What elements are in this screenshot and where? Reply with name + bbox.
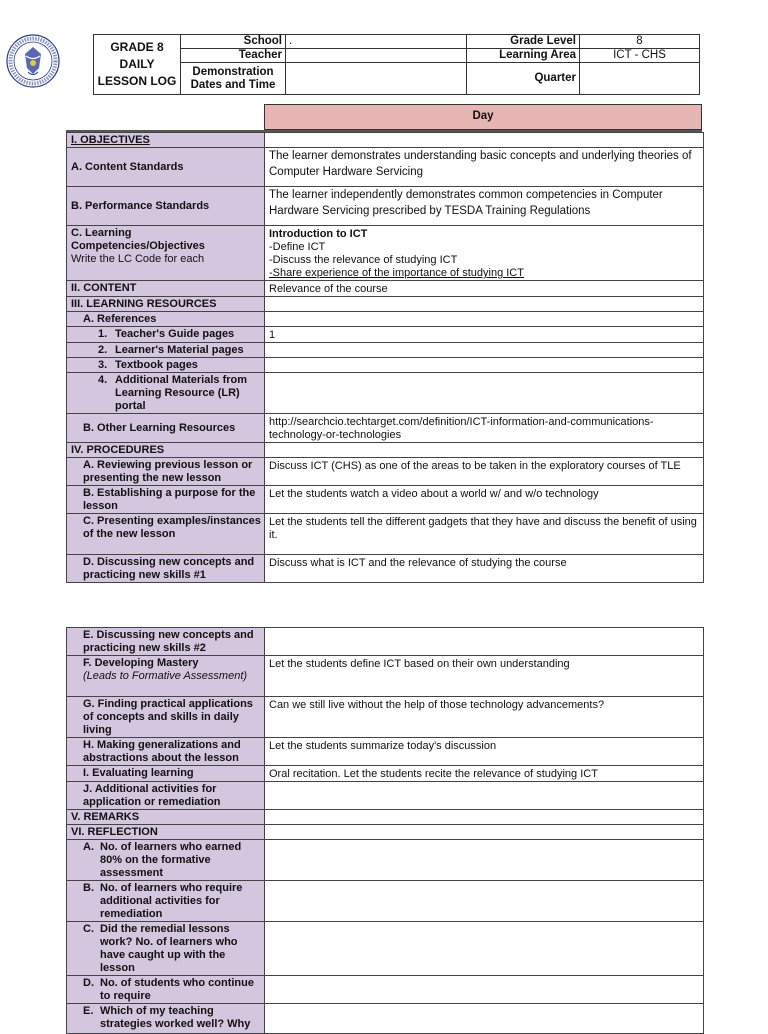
procedure-i-label: I. Evaluating learning bbox=[67, 766, 265, 782]
reference-item-4-value bbox=[265, 373, 704, 414]
day-header: Day bbox=[264, 104, 702, 130]
grade-level-value: 8 bbox=[580, 35, 700, 49]
reference-item-1-value: 1 bbox=[265, 327, 704, 343]
procedure-f-label bbox=[67, 656, 265, 697]
procedure-f-subtitle: (Leads to Formative Assessment) bbox=[83, 670, 248, 682]
title-line-3: LESSON LOG bbox=[97, 74, 177, 88]
competencies-label-line-3: Write the LC Code for each bbox=[71, 253, 205, 265]
empty-cell bbox=[265, 312, 704, 327]
reference-item-1: 1. Teacher's Guide pages bbox=[67, 327, 265, 343]
procedure-g-value: Can we still live without the help of those technology advancements? bbox=[265, 697, 704, 738]
reflection-item-a-value bbox=[265, 840, 704, 881]
procedure-h-label: H. Making generalizations and abstractions about the lesson bbox=[67, 738, 265, 766]
deped-seal-logo bbox=[6, 34, 60, 88]
procedure-c-value: Let the students tell the different gadgets that they have and discuss the benefit of using it. bbox=[265, 514, 704, 555]
demonstration-label bbox=[181, 63, 286, 95]
reflection-item-d-value bbox=[265, 976, 704, 1004]
competency-item: -Define ICT bbox=[269, 241, 326, 253]
demonstration-label-line-2: Dates and Time bbox=[190, 78, 276, 91]
empty-cell bbox=[265, 825, 704, 840]
procedure-i-value: Oral recitation. Let the students recite the relevance of studying ICT bbox=[265, 766, 704, 782]
quarter-label: Quarter bbox=[467, 63, 580, 95]
content-value: Relevance of the course bbox=[265, 281, 704, 297]
procedure-d-label: D. Discussing new concepts and practicing new skills #1 bbox=[67, 555, 265, 583]
demonstration-label-line-1: Demonstration bbox=[192, 65, 274, 78]
performance-standards-value: The learner independently demonstrates common competencies in Computer Hardware Servicing prescribed by TESDA Training Regulations bbox=[265, 187, 704, 226]
competencies-value bbox=[265, 226, 704, 281]
reference-item-3-value bbox=[265, 358, 704, 373]
procedure-c-label: C. Presenting examples/instances of the new lesson bbox=[67, 514, 265, 555]
reflection-item-a: A. No. of learners who earned 80% on the formative assessment bbox=[67, 840, 265, 881]
reference-item-2: 2. Learner's Material pages bbox=[67, 343, 265, 358]
other-resources-link[interactable]: http://searchcio.techtarget.com/definition/ICT-information-and-communications-technology-or-technologies bbox=[265, 414, 704, 443]
quarter-value bbox=[580, 63, 700, 95]
procedure-f-title: F. Developing Mastery bbox=[83, 657, 199, 669]
references-label: A. References bbox=[67, 312, 265, 327]
reflection-item-d: D. No. of students who continue to require bbox=[67, 976, 265, 1004]
performance-standards-label: B. Performance Standards bbox=[67, 187, 265, 226]
competencies-label-line-1: C. Learning bbox=[71, 227, 132, 239]
learning-resources-heading: III. LEARNING RESOURCES bbox=[67, 297, 265, 312]
procedure-e-label: E. Discussing new concepts and practicing new skills #2 bbox=[67, 628, 265, 656]
reflection-item-c: C. Did the remedial lessons work? No. of learners who have caught up with the lesson bbox=[67, 922, 265, 976]
reflection-item-b-value bbox=[265, 881, 704, 922]
empty-cell bbox=[265, 443, 704, 458]
lesson-log-header bbox=[93, 34, 700, 95]
procedure-h-value: Let the students summarize today's discussion bbox=[265, 738, 704, 766]
competency-item: -Discuss the relevance of studying ICT bbox=[269, 254, 458, 266]
reflection-item-e: E. Which of my teaching strategies worked well? Why bbox=[67, 1004, 265, 1034]
reflection-item-c-value bbox=[265, 922, 704, 976]
learning-area-label: Learning Area bbox=[467, 49, 580, 63]
procedure-b-value: Let the students watch a video about a world w/ and w/o technology bbox=[265, 486, 704, 514]
demonstration-value bbox=[286, 63, 467, 95]
reflection-item-e-value bbox=[265, 1004, 704, 1034]
procedure-j-label: J. Additional activities for application or remediation bbox=[67, 782, 265, 810]
lesson-log-table-part-1 bbox=[66, 132, 704, 583]
procedure-a-value: Discuss ICT (CHS) as one of the areas to be taken in the exploratory courses of TLE bbox=[265, 458, 704, 486]
teacher-value bbox=[286, 49, 467, 63]
procedure-d-value: Discuss what is ICT and the relevance of studying the course bbox=[265, 555, 704, 583]
competency-item: -Share experience of the importance of studying ICT bbox=[269, 267, 524, 279]
teacher-label: Teacher bbox=[181, 49, 286, 63]
title-line-2: DAILY bbox=[119, 57, 155, 71]
content-standards-label: A. Content Standards bbox=[67, 148, 265, 187]
grade-level-label: Grade Level bbox=[467, 35, 580, 49]
procedure-a-label: A. Reviewing previous lesson or presenting the new lesson bbox=[67, 458, 265, 486]
remarks-value bbox=[265, 810, 704, 825]
competencies-label bbox=[67, 226, 265, 281]
reference-item-4: 4. Additional Materials from Learning Resource (LR) portal bbox=[67, 373, 265, 414]
procedure-b-label: B. Establishing a purpose for the lesson bbox=[67, 486, 265, 514]
school-value: . bbox=[286, 35, 467, 49]
reference-item-3: 3. Textbook pages bbox=[67, 358, 265, 373]
empty-cell bbox=[265, 297, 704, 312]
competencies-label-line-2: Competencies/Objectives bbox=[71, 240, 205, 252]
lesson-log-title bbox=[94, 35, 181, 95]
remarks-label: V. REMARKS bbox=[67, 810, 265, 825]
content-standards-value: The learner demonstrates understanding basic concepts and underlying theories of Computer Hardware Servicing bbox=[265, 148, 704, 187]
procedure-f-value: Let the students define ICT based on their own understanding bbox=[265, 656, 704, 697]
objectives-heading-value bbox=[265, 133, 704, 148]
objectives-heading: I. OBJECTIVES bbox=[67, 133, 265, 148]
content-label: II. CONTENT bbox=[67, 281, 265, 297]
procedure-g-label: G. Finding practical applications of concepts and skills in daily living bbox=[67, 697, 265, 738]
procedure-j-value bbox=[265, 782, 704, 810]
lesson-log-table-part-2 bbox=[66, 627, 704, 1034]
school-label: School bbox=[181, 35, 286, 49]
reference-item-2-value bbox=[265, 343, 704, 358]
procedure-e-value bbox=[265, 628, 704, 656]
procedures-heading: IV. PROCEDURES bbox=[67, 443, 265, 458]
title-line-1: GRADE 8 bbox=[110, 40, 164, 54]
learning-area-value: ICT - CHS bbox=[580, 49, 700, 63]
reflection-heading: VI. REFLECTION bbox=[67, 825, 265, 840]
competencies-title: Introduction to ICT bbox=[269, 228, 368, 240]
reflection-item-b: B. No. of learners who require additional activities for remediation bbox=[67, 881, 265, 922]
other-resources-label: B. Other Learning Resources bbox=[67, 414, 265, 443]
